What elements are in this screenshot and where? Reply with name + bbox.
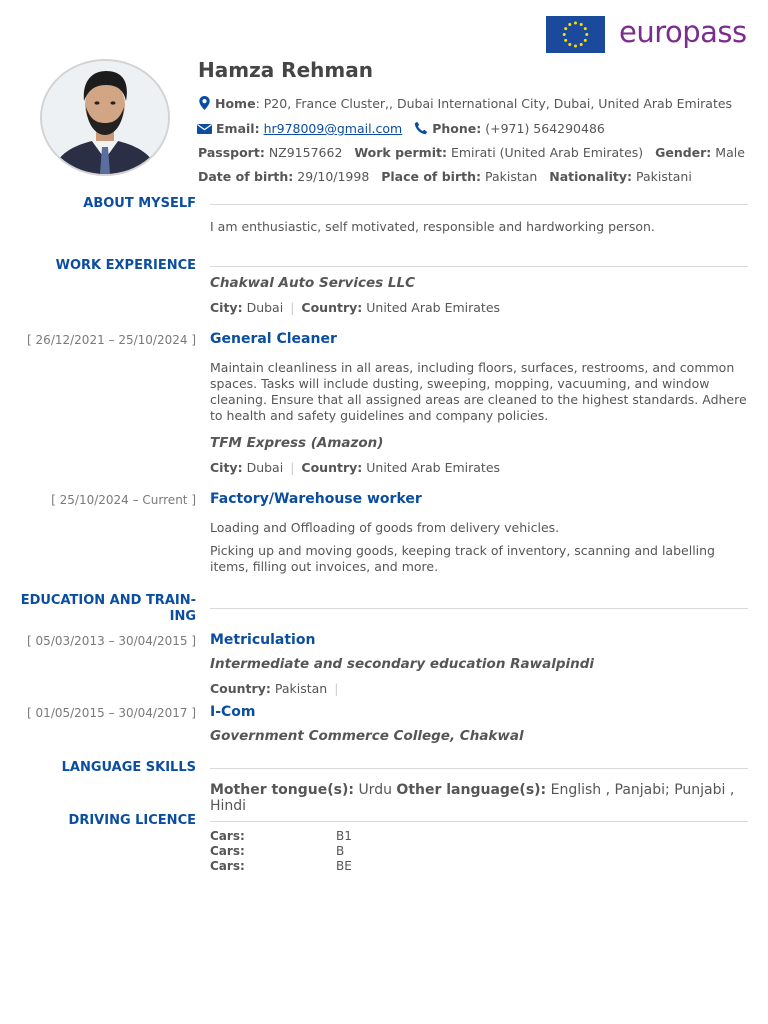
job-title: Factory/Warehouse worker <box>210 491 422 507</box>
job-description: Picking up and moving goods, keeping track of inventory, scanning and labelling items, filling out invoices, and more. <box>210 543 715 574</box>
birth-line <box>198 169 692 184</box>
licence-label: Cars: <box>210 829 245 843</box>
licence-label: Cars: <box>210 844 245 858</box>
country-label: Country: <box>301 300 363 315</box>
driving-section-title: DRIVING LICENCE <box>68 813 196 828</box>
employer-name: Chakwal Auto Services LLC <box>210 275 415 291</box>
driving-divider <box>210 821 748 822</box>
home-label: Home <box>215 96 256 111</box>
europass-logo: europass <box>619 15 747 49</box>
education-title-line2: ING <box>169 609 196 624</box>
city-label: City: <box>210 300 243 315</box>
pob-value: Pakistan <box>484 169 538 184</box>
employer-location: City: Dubai | Country: United Arab Emirates <box>210 300 501 315</box>
about-divider <box>210 204 748 205</box>
mother-tongue-label: Mother tongue(s): <box>210 782 354 798</box>
about-text: I am enthusiastic, self motivated, responsible and hardworking person. <box>210 219 655 234</box>
phone-icon <box>414 121 428 138</box>
eu-flag-icon <box>546 16 605 53</box>
nationality-label: Nationality: <box>549 169 633 184</box>
job-title: General Cleaner <box>210 331 337 347</box>
employer-name: TFM Express (Amazon) <box>210 435 384 451</box>
institution-name: Government Commerce College, Chakwal <box>210 728 524 744</box>
licence-category: B1 <box>336 829 352 843</box>
email-link[interactable]: hr978009@gmail.com <box>263 121 403 136</box>
job-description: Loading and Offloading of goods from delivery vehicles. <box>210 520 560 535</box>
work-permit-label: Work permit: <box>354 145 447 160</box>
identity-line <box>198 145 745 160</box>
dob-label: Date of birth: <box>198 169 294 184</box>
home-address-line <box>198 96 732 113</box>
work-divider <box>210 266 748 267</box>
country-label: Country: <box>210 681 271 696</box>
job-description: Maintain cleanliness in all areas, including floors, surfaces, restrooms, and common spaces. Tasks will include dusting, sweeping, mopping, vacuuming, and window cleaning. Ensure that all assigned areas are cleaned to the highest standards. Adhere to health and safety guidelines and company policies. <box>210 360 747 423</box>
language-line <box>210 782 768 814</box>
job-dates: [ 25/10/2024 – Current ] <box>51 493 196 507</box>
gender-value: Male <box>715 145 745 160</box>
licence-label: Cars: <box>210 859 245 873</box>
other-languages-label: Other language(s): <box>396 782 547 798</box>
country-value: United Arab Emirates <box>366 300 501 315</box>
language-divider <box>210 768 748 769</box>
work-permit-value: Emirati (United Arab Emirates) <box>450 145 644 160</box>
employer-location: City: Dubai | Country: United Arab Emirates <box>210 460 501 475</box>
profile-photo <box>40 59 170 176</box>
education-title-line1: EDUCATION AND TRAIN- <box>20 593 196 608</box>
dob-value: 29/10/1998 <box>297 169 370 184</box>
qualification-title: Metriculation <box>210 632 316 648</box>
education-section-title <box>6 593 196 625</box>
email-icon <box>197 123 212 138</box>
person-name: Hamza Rehman <box>198 58 373 82</box>
passport-label: Passport: <box>198 145 265 160</box>
education-dates: [ 01/05/2015 – 30/04/2017 ] <box>27 706 196 720</box>
language-section-title: LANGUAGE SKILLS <box>61 760 196 775</box>
institution-name: Intermediate and secondary education Rawalpindi <box>210 656 595 672</box>
country-value: United Arab Emirates <box>366 460 501 475</box>
email-label: Email: <box>216 121 260 136</box>
city-label: City: <box>210 460 243 475</box>
licence-category: B <box>336 844 345 858</box>
job-dates: [ 26/12/2021 – 25/10/2024 ] <box>27 333 196 347</box>
city-value: Dubai <box>246 460 284 475</box>
home-value: : P20, France Cluster,, Dubai International City, Dubai, United Arab Emirates <box>255 96 733 111</box>
city-value: Dubai <box>246 300 284 315</box>
location-pin-icon <box>198 96 211 113</box>
phone-label: Phone: <box>432 121 482 136</box>
licence-category: BE <box>336 859 352 873</box>
education-dates: [ 05/03/2013 – 30/04/2015 ] <box>27 634 196 648</box>
phone-value: (+971) 564290486 <box>485 121 605 136</box>
country-value: Pakistan <box>274 681 328 696</box>
education-divider <box>210 608 748 609</box>
other-languages-value: English , Panjabi; Punjabi , Hindi <box>210 782 735 814</box>
gender-label: Gender: <box>655 145 712 160</box>
nationality-value: Pakistani <box>636 169 692 184</box>
work-section-title: WORK EXPERIENCE <box>55 258 196 273</box>
pob-label: Place of birth: <box>381 169 481 184</box>
contact-line <box>197 121 605 138</box>
mother-tongue-value: Urdu <box>358 782 392 798</box>
passport-value: NZ9157662 <box>268 145 343 160</box>
qualification-title: I-Com <box>210 704 256 720</box>
country-label: Country: <box>301 460 363 475</box>
institution-location: Country: Pakistan | <box>210 681 339 696</box>
about-section-title: ABOUT MYSELF <box>83 196 196 211</box>
